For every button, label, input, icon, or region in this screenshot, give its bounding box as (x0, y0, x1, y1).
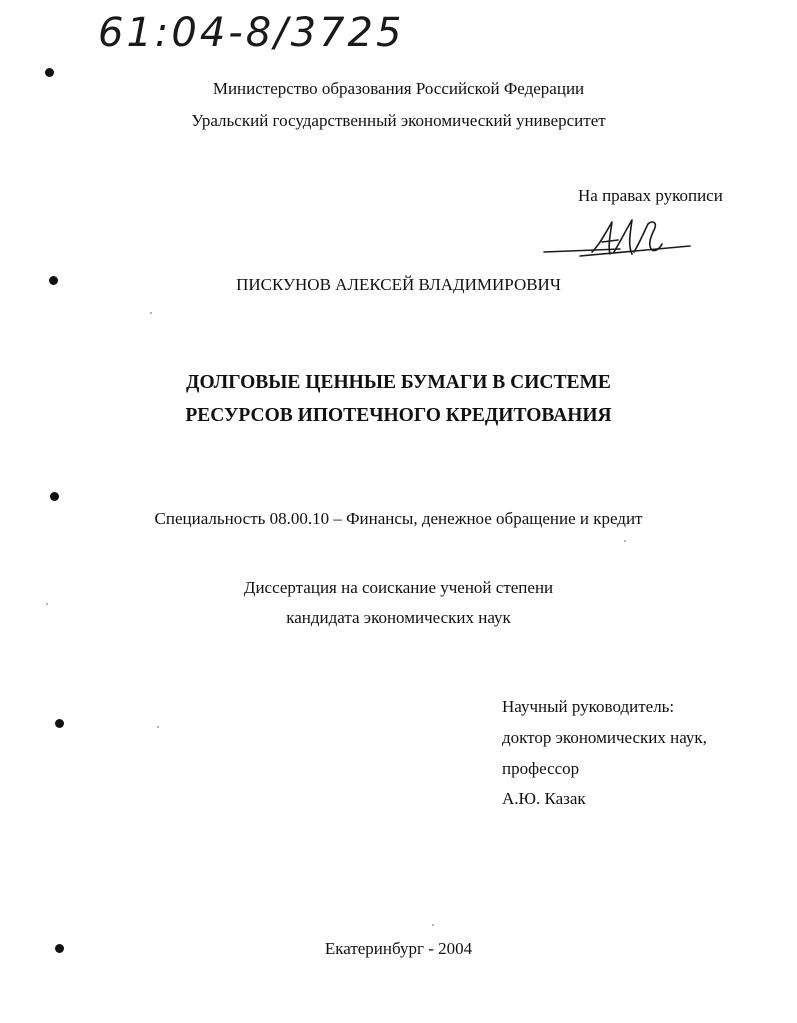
degree-line-1: Диссертация на соискание ученой степени (243, 578, 554, 597)
university-name: Уральский государственный экономический университет (191, 111, 606, 130)
scan-speck (46, 603, 48, 605)
supervisor-name: А.Ю. Казак (502, 789, 586, 808)
dissertation-title-line-2: РЕСУРСОВ ИПОТЕЧНОГО КРЕДИТОВАНИЯ (185, 405, 612, 426)
supervisor-label: Научный руководитель: (502, 697, 675, 716)
scan-speck (432, 924, 434, 926)
manuscript-rights: На правах рукописи (578, 186, 723, 205)
supervisor-degree: доктор экономических наук, (502, 728, 707, 747)
binding-hole-mark (50, 492, 59, 501)
scan-speck (157, 726, 159, 728)
supervisor-rank: профессор (502, 759, 580, 778)
degree-line-2: кандидата экономических наук (286, 608, 511, 627)
scan-speck (150, 312, 152, 314)
scan-speck (624, 540, 626, 542)
city-year: Екатеринбург - 2004 (324, 939, 473, 958)
author-name: ПИСКУНОВ АЛЕКСЕЙ ВЛАДИМИРОВИЧ (236, 275, 561, 294)
specialty-line: Специальность 08.00.10 – Финансы, денежное обращение и кредит (154, 509, 643, 528)
binding-hole-mark (55, 719, 64, 728)
ministry-name: Министерство образования Российской Федерации (212, 79, 585, 98)
author-signature (540, 212, 695, 268)
dissertation-title-line-1: ДОЛГОВЫЕ ЦЕННЫЕ БУМАГИ В СИСТЕМЕ (186, 372, 611, 393)
binding-hole-mark (45, 68, 54, 77)
svg-text:61:04-8/3725: 61:04-8/3725 (98, 10, 405, 54)
handwritten-archive-code (92, 4, 492, 54)
